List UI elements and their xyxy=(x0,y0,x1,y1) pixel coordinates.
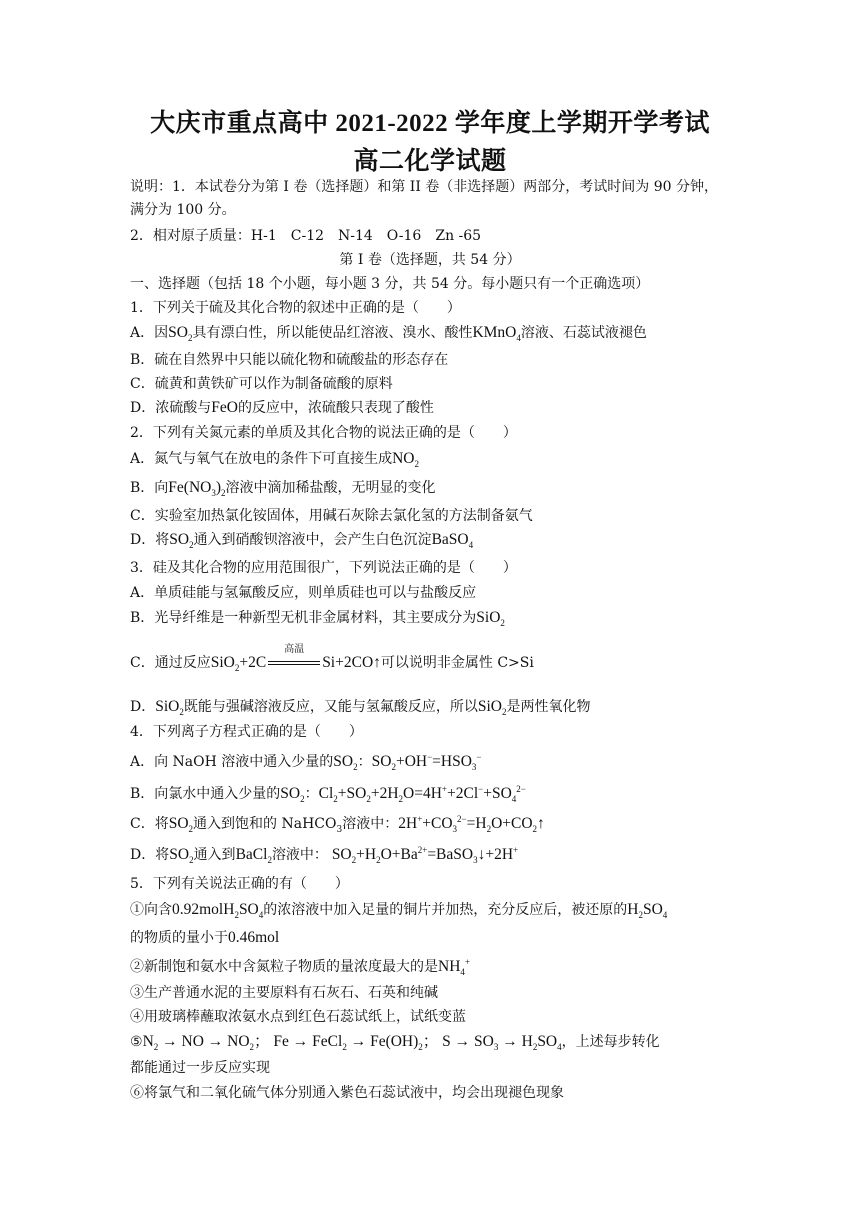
text: 通入到硝酸钡溶液中，会产生白色沉淀 xyxy=(193,532,432,548)
formula-h2so4: $H_2SO_4$ xyxy=(627,901,668,921)
text: A．向 NaOH 溶液中通入少量的 xyxy=(130,754,334,770)
section-note: 一、选择题（包括 18 个小题，每小题 3 分，共 54 分。每小题只有一个正确选项） xyxy=(130,276,650,292)
formula-baso4: BaSO$_4$ xyxy=(431,531,474,551)
question-1-option-d xyxy=(130,398,735,418)
formula-046mol: 0.46mol xyxy=(228,929,280,946)
text: 的浓溶液中加入足量的铜片并加热，充分反应后，被还原的 xyxy=(263,902,628,918)
question-1-stem: 1．下列关于硫及其化合物的叙述中正确的是（ ） xyxy=(130,300,461,316)
ionic-equation-b: $Cl_2+SO_2+2H_2O=4H^++2Cl^-+SO_4^{2-}$ xyxy=(318,783,526,805)
formula-nh4: $NH_4^+$ xyxy=(438,956,470,978)
text: 的物质的量小于 xyxy=(130,930,228,946)
text: 溶液中： xyxy=(271,847,328,863)
formula-so2: $SO_2$ xyxy=(168,324,193,344)
section-heading: 第 I 卷（选择题，共 54 分） xyxy=(339,252,521,268)
text: A．氮气与氧气在放电的条件下可直接生成 xyxy=(130,451,393,467)
formula-so2: $SO_2$ xyxy=(169,846,194,866)
ionic-equation-c: $2H^++CO_3^{2-}=H_2O+CO_2↑$ xyxy=(398,813,545,835)
question-3-option-c xyxy=(130,644,735,674)
text: 溶液中： xyxy=(342,816,399,832)
formula-so2: $SO_2$ xyxy=(280,785,305,805)
question-2-option-c: C．实验室加热氯化铵固体，用碱石灰除去氯化氢的方法制备氨气 xyxy=(130,508,533,524)
text: ⑤ xyxy=(130,1034,143,1050)
instruction-line-1: 说明：1．本试卷分为第 I 卷（选择题）和第 II 卷（非选择题）两部分，考试时间为 90 分钟， xyxy=(130,179,719,195)
text: D．将 xyxy=(130,532,170,548)
text: ： xyxy=(357,754,372,770)
atomic-mass-line: 2．相对原子质量：H-1 C-12 N-14 O-16 Zn -65 xyxy=(130,228,482,244)
formula-so2: $SO_2$ xyxy=(168,815,194,835)
text: 可以说明非金属性 C>Si xyxy=(380,655,534,671)
question-4-option-d xyxy=(130,845,735,865)
text: D．将 xyxy=(130,847,170,863)
text: 溶液中滴加稀盐酸，无明显的变化 xyxy=(225,480,436,496)
question-5-stem: 5．下列有关说法正确的有（ ） xyxy=(130,876,349,892)
question-1-option-b: B．硫在自然界中只能以硫化物和硫酸盐的形态存在 xyxy=(130,352,449,368)
question-4-stem: 4．下列离子方程式正确的是（ ） xyxy=(130,724,363,740)
text: ，上述每步转化 xyxy=(561,1034,660,1050)
formula-so2: $SO_2$ xyxy=(169,531,194,551)
text: D．浓硫酸与 xyxy=(130,400,212,416)
question-1-option-c: C．硫黄和黄铁矿可以作为制备硫酸的原料 xyxy=(130,376,393,392)
formula-bacl2: BaCl$_2$ xyxy=(235,846,272,866)
question-4-option-b xyxy=(130,784,735,804)
question-3-option-b xyxy=(130,608,735,628)
formula-sio2: SiO$_2$ xyxy=(476,609,505,629)
text: B．向 xyxy=(130,480,169,496)
statement-1-continued xyxy=(130,928,735,948)
formula-sio2: SiO$_2$ xyxy=(477,698,507,718)
reaction-rhs: Si+2CO↑ xyxy=(322,654,381,671)
exam-title: 大庆市重点高中 2021-2022 学年度上学期开学考试 xyxy=(150,110,710,137)
reaction-lhs: SiO$_2$+2C xyxy=(210,654,267,674)
ionic-equation-a: $SO_2+OH^-=HSO_3^-$ xyxy=(371,751,482,773)
formula-fe-no3-2: $Fe(NO_3)_2$ xyxy=(168,479,226,499)
condition-label: 高温 xyxy=(284,644,305,655)
text: ②新制饱和氨水中含氮粒子物质的量浓度最大的是 xyxy=(130,959,438,975)
statement-2 xyxy=(130,957,735,977)
text: C．通过反应 xyxy=(130,655,211,671)
question-4-option-a xyxy=(130,752,735,772)
formula-so2: $SO_2$ xyxy=(333,753,358,773)
question-4-option-c: C．将$SO_2$通入到饱和的 NaHCO$_3$溶液中：$2H^++CO_3^{2-}=H_2O+CO_2↑$ xyxy=(130,813,545,835)
text: C．将 xyxy=(130,816,169,832)
formula-no2: $NO_2$ xyxy=(392,450,419,470)
text: B．光导纤维是一种新型无机非金属材料，其主要成分为 xyxy=(130,610,477,626)
statement-6: ⑥将氯气和二氧化硫气体分别通入紫色石蕊试液中，均会出现褪色现象 xyxy=(130,1085,564,1101)
reaction-condition-arrow xyxy=(266,644,322,673)
question-3-option-d xyxy=(130,697,735,717)
text: ： xyxy=(304,786,319,802)
text: 既能与强碱溶液反应，又能与氢氟酸反应，所以 xyxy=(183,699,478,715)
formula-sio2: SiO$_2$ xyxy=(155,698,184,718)
conversion-chain: $N_2$ → NO → $NO_2$； Fe → FeCl$_2$ → $Fe(OH)_2$； $S \to SO_3 \to H_2SO_4$ xyxy=(142,1033,562,1053)
text: 的反应中，浓硫酸只表现了酸性 xyxy=(237,400,434,416)
statement-5-continued: 都能通过一步反应实现 xyxy=(130,1060,270,1076)
text: 具有漂白性，所以能使品红溶液、溴水、酸性 xyxy=(192,325,473,341)
question-3-option-a: A．单质硅能与氢氟酸反应，则单质硅也可以与盐酸反应 xyxy=(130,585,477,601)
question-3-stem: 3．硅及其化合物的应用范围很广，下列说法正确的是（ ） xyxy=(130,560,517,576)
formula-kmno4: KMnO$_4$ xyxy=(472,324,521,344)
formula-feo: FeO xyxy=(211,399,238,416)
question-2-option-b xyxy=(130,478,735,498)
question-2-stem: 2．下列有关氮元素的单质及其化合物的说法正确的是（ ） xyxy=(130,425,517,441)
text: 溶液、石蕊试液褪色 xyxy=(520,325,647,341)
formula-092mol-h2so4: $0.92molH_2SO_4$ xyxy=(172,901,264,921)
text: A．因 xyxy=(130,325,169,341)
text: 是两性氧化物 xyxy=(506,699,591,715)
question-2-option-d xyxy=(130,530,735,550)
text: B．向氯水中通入少量的 xyxy=(130,786,281,802)
statement-5 xyxy=(130,1032,735,1052)
exam-subtitle: 高二化学试题 xyxy=(353,148,507,175)
statement-1 xyxy=(130,900,735,920)
instruction-line-2: 满分为 100 分。 xyxy=(130,202,236,218)
text: ①向含 xyxy=(130,902,172,918)
text: D． xyxy=(130,699,156,715)
question-2-option-a xyxy=(130,449,735,469)
statement-4: ④用玻璃棒蘸取浓氨水点到红色石蕊试纸上，试纸变蓝 xyxy=(130,1009,466,1025)
ionic-equation-d: $SO_2+H_2O+Ba^{2+}=BaSO_3↓+2H^+$ xyxy=(327,844,519,866)
statement-3: ③生产普通水泥的主要原料有石灰石、石英和纯碱 xyxy=(130,985,438,1001)
question-1-option-a xyxy=(130,323,735,343)
text: 通入到 xyxy=(193,847,236,863)
text: 通入到饱和的 NaHCO xyxy=(193,816,337,832)
